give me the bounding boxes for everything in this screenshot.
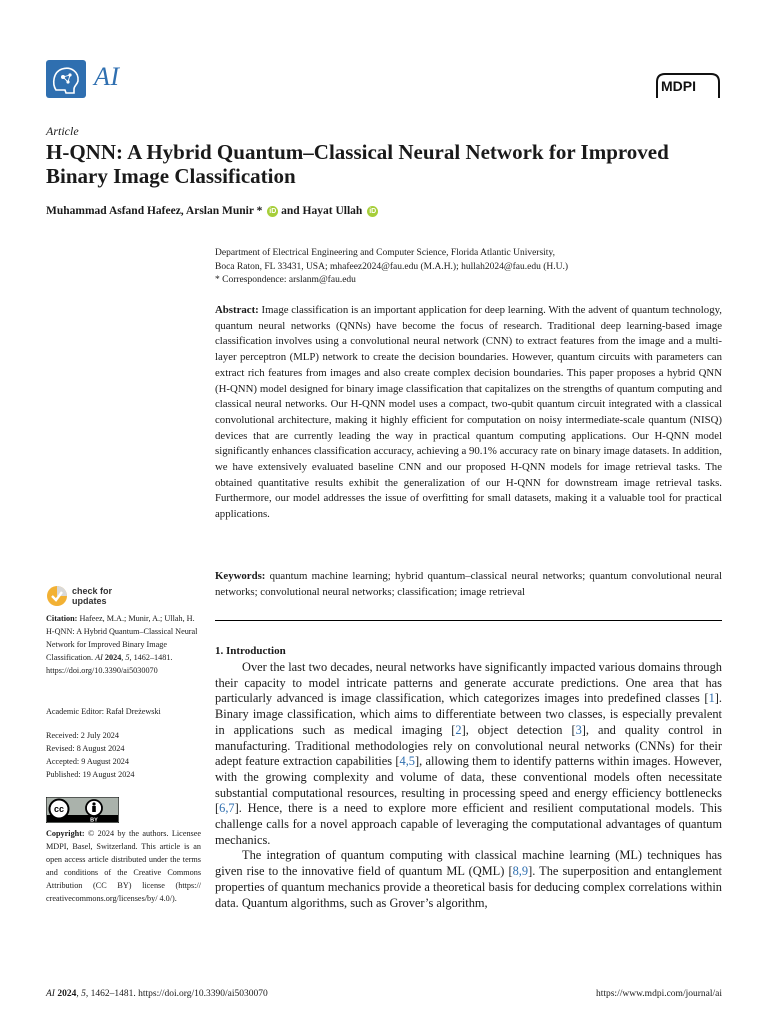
citation-link[interactable]: 3 — [575, 722, 582, 737]
citation-link[interactable]: 6,7 — [219, 801, 235, 816]
date-received: Received: 2 July 2024 — [46, 731, 119, 740]
body-text — [215, 660, 722, 911]
footer-journal-url[interactable]: https://www.mdpi.com/journal/ai — [595, 989, 722, 999]
citation-year: 2024 — [102, 653, 122, 662]
authors-part-2: and Hayat Ullah — [281, 205, 363, 217]
orcid-icon[interactable]: iD — [269, 208, 277, 215]
check-updates-icon — [46, 585, 68, 607]
academic-editor: Academic Editor: Rafał Dreżewski — [46, 707, 161, 716]
author-list — [46, 205, 378, 217]
citation-text: Hafeez, M.A.; Munir, A.; Ullah, H. H-QNN: A Hybrid Quantum–Classical Neural Network for Improved Binary Image Classification. — [46, 614, 198, 662]
publisher-logo — [655, 70, 721, 102]
cc-label: cc — [53, 804, 65, 814]
keywords-text: quantum machine learning; hybrid quantum–classical neural networks; quantum convolutional neural networks; convolutional neural networks; classification; image retrieval — [215, 570, 723, 598]
paragraph — [215, 848, 722, 911]
journal-logo-icon — [46, 60, 86, 98]
footer-journal: AI — [46, 989, 55, 999]
date-revised: Revised: 8 August 2024 — [46, 744, 125, 753]
text-run: ], and quality control in manufacturing. Traditional methodologies rely on convolutional neural networks (CNNs) for their adept feature extraction capabilities [ — [215, 722, 722, 769]
publisher-name: MDPI — [661, 78, 696, 94]
abstract-text: Image classification is an important application for deep learning. With the advent of quantum technology, quantum neural networks (QNNs) have become the focus of research. Traditional deep learning-based image classification involves using a convolutional neural network (CNN) to extract features from the image and a multi-layer perceptron (MLP) network to create the decision boundaries. However, quantum circuits with parameters can extract rich features from images and also create complex decision boundaries. This paper proposes a hybrid QNN (H-QNN) model designed for binary image classification that capitalizes on the strengths of quantum computing and classical neural networks. Our H-QNN model uses a compact, two-qubit quantum circuit integrated with a classical convolutional architecture, making it highly efficient for computation on noisy intermediate-scale quantum (NISQ) devices that are currently leading the way in practical quantum computing applications. Our H-QNN model significantly enhances classification accuracy, achieving a 90.1% accuracy rate on binary image datasets. In addition, we have extensively evaluated baseline CNN and our proposed H-QNN models for image retrieval tasks. The obtained quantitative results exhibit the generalization of our H-QNN for downstream image retrieval tasks. Furthermore, our model addresses the issue of overfitting for small datasets, making it a valuable tool for practical applications. — [215, 304, 722, 521]
abstract-label: Abstract: — [215, 304, 259, 316]
text-run: ], object detection [ — [461, 722, 576, 737]
check-updates-line: updates — [72, 596, 107, 606]
footer-year: 2024 — [54, 989, 77, 999]
footer-citation — [46, 989, 268, 999]
check-updates-line: check for — [72, 586, 113, 596]
section-heading: 1. Introduction — [215, 645, 286, 657]
paragraph — [215, 660, 722, 848]
keywords-label: Keywords: — [215, 570, 266, 582]
text-run: ]. Hence, there is a need to explore more efficient and resilient computational models. This challenge calls for a novel approach capable of leveraging the computational advantages of quantum mechanics. — [215, 801, 722, 847]
citation-label: Citation: — [46, 614, 78, 623]
citation-link[interactable]: 1 — [708, 691, 715, 706]
check-for-updates-button[interactable] — [46, 585, 156, 607]
citation-block — [46, 612, 201, 677]
copyright-block — [46, 827, 201, 905]
footer-doi[interactable]: , 1462–1481. https://doi.org/10.3390/ai5030070 — [85, 989, 268, 999]
correspondence: * Correspondence: arslanm@fau.edu — [215, 275, 356, 285]
citation-journal: AI — [95, 653, 103, 662]
copyright-label: Copyright: — [46, 829, 85, 838]
date-accepted: Accepted: 9 August 2024 — [46, 757, 129, 766]
citation-link[interactable]: 8,9 — [512, 864, 529, 879]
keywords — [215, 569, 722, 600]
citation-volume: , 5 — [121, 653, 130, 662]
by-label: BY — [90, 817, 98, 823]
date-published: Published: 19 August 2024 — [46, 770, 135, 779]
dates-block — [46, 729, 201, 781]
affiliation-line: Boca Raton, FL 33431, USA; mhafeez2024@fau.edu (M.A.H.); hullah2024@fau.edu (H.U.) — [215, 261, 569, 272]
section-divider — [215, 620, 722, 621]
copyright-text: © 2024 by the authors. Licensee MDPI, Basel, Switzerland. This article is an open access article distributed under the terms and conditions of the Creative Commons Attribution (CC BY) license (https:// creativecommons.org/licenses/by/ 4.0/). — [46, 829, 201, 903]
authors-part-1: Muhammad Asfand Hafeez, Arslan Munir * — [46, 205, 263, 217]
journal-name: AI — [94, 62, 120, 91]
text-run: The integration of quantum computing with classical machine learning (ML) techniques has given rise to the innovative field of quantum ML (QML) [ — [215, 848, 722, 879]
text-run: ]. Binary image classification, which aims to differentiate between two classes, is especially prevalent in applications such as medical imaging [ — [215, 691, 722, 737]
text-run: Over the last two decades, neural networks have significantly impacted various domains through their capacity to model intricate patterns and generate accurate predictions. One area that has particularly advanced is image classification, which categorizes images into predefined classes [ — [215, 660, 722, 706]
text-run: ]. The superposition and entanglement properties of quantum mechanics provide a theoretical basis for deducing complex correlations within data. Quantum algorithms, such as Grover’s algorithm, — [215, 864, 723, 910]
citation-link[interactable]: 2 — [455, 722, 462, 737]
affiliation-block — [215, 247, 725, 288]
article-title: H-QNN: A Hybrid Quantum–Classical Neural Network for Improved Binary Image Classification — [46, 140, 669, 188]
text-run: ], allowing them to identify patterns within images. However, with the growing complexity and volume of data, these conventional models often necessitate substantial computational resources, resulting in processing speed and energy efficiency bottlenecks [ — [215, 754, 722, 816]
footer-volume: , 5 — [76, 989, 86, 999]
citation-pages[interactable]: , 1462–1481. https://doi.org/10.3390/ai5030070 — [46, 653, 173, 675]
citation-link[interactable]: 4,5 — [399, 754, 415, 769]
cc-by-license-icon[interactable] — [46, 797, 119, 823]
article-type: Article — [46, 124, 79, 138]
orcid-icon[interactable]: iD — [369, 208, 377, 215]
affiliation-line: Department of Electrical Engineering and Computer Science, Florida Atlantic University, — [215, 248, 555, 258]
abstract — [215, 303, 722, 523]
